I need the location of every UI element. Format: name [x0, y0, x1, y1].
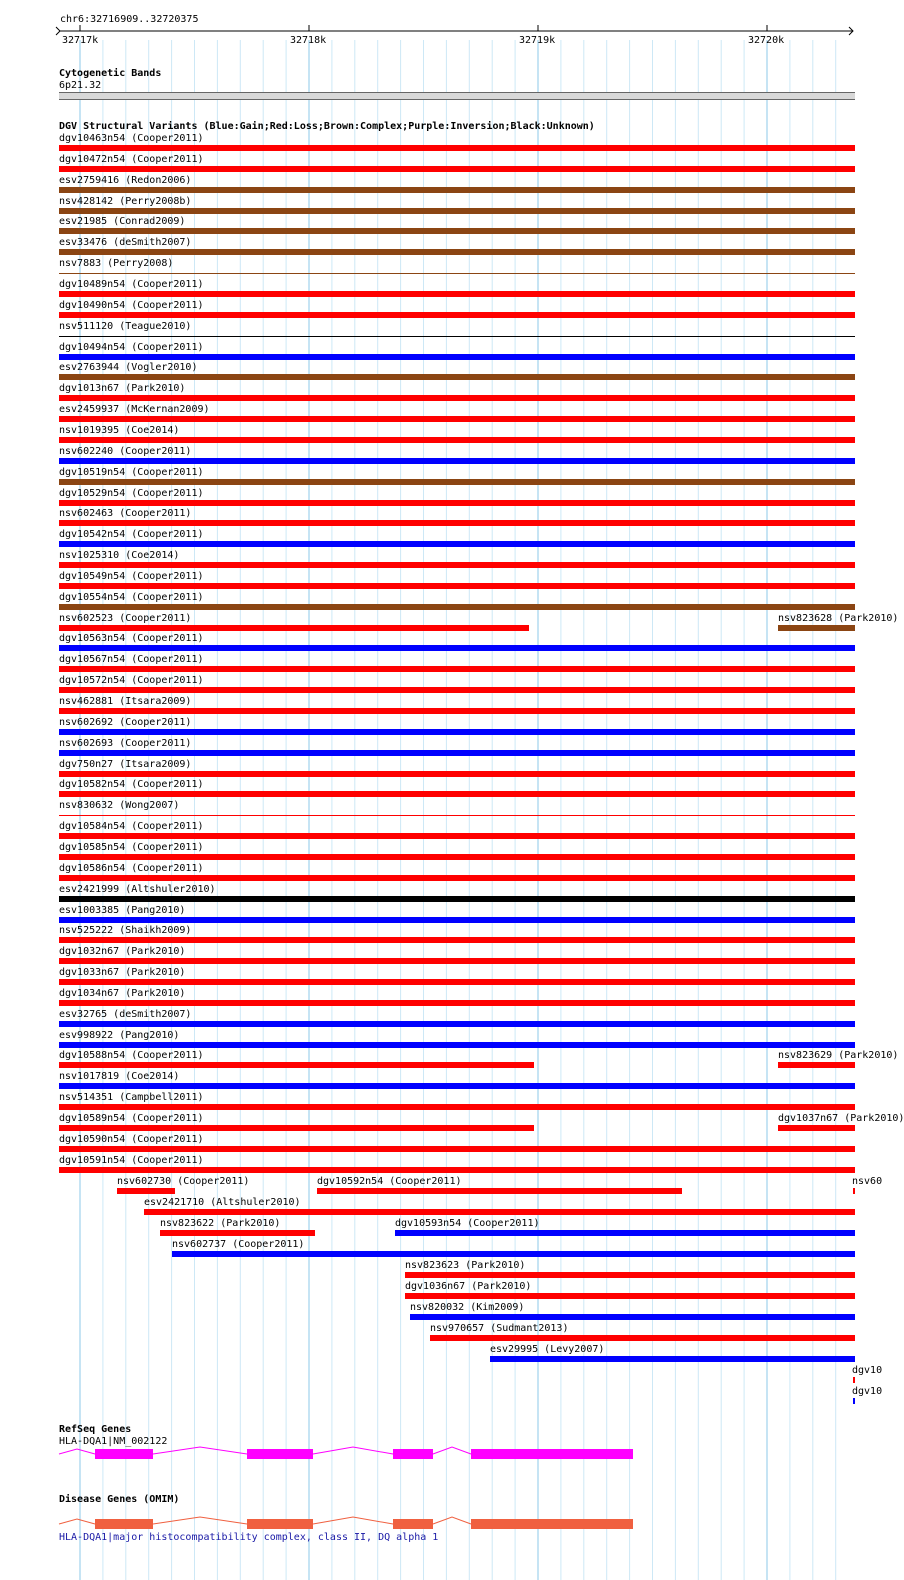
variant-bar[interactable]: [59, 336, 855, 337]
variant-bar[interactable]: [59, 958, 855, 964]
variant-bar[interactable]: [59, 291, 855, 297]
variant-bar[interactable]: [59, 145, 855, 151]
variant-label[interactable]: dgv1037n67 (Park2010): [778, 1113, 904, 1124]
variant-label[interactable]: nsv823629 (Park2010): [778, 1050, 899, 1062]
variant-bar[interactable]: [59, 1104, 855, 1110]
exon: [95, 1519, 153, 1529]
omim-gene-model[interactable]: [0, 1514, 890, 1534]
variant-bar[interactable]: [853, 1377, 855, 1383]
variant-bar[interactable]: [59, 687, 855, 693]
variant-label[interactable]: dgv10490n54 (Cooper2011): [59, 299, 204, 311]
variant-label[interactable]: nsv428142 (Perry2008b): [59, 195, 192, 207]
cytoband-track-title[interactable]: Cytogenetic Bands: [59, 68, 162, 79]
exon: [471, 1449, 633, 1459]
variant-bar[interactable]: [59, 187, 855, 193]
variant-bar[interactable]: [59, 208, 855, 214]
ruler-tick-label: 32720k: [748, 35, 785, 46]
variant-label[interactable]: dgv10582n54 (Cooper2011): [59, 779, 204, 791]
variant-label[interactable]: nsv1017819 (Coe2014): [59, 1071, 180, 1083]
variant-label[interactable]: esv1003385 (Pang2010): [59, 904, 186, 916]
exon: [471, 1519, 633, 1529]
variant-label[interactable]: nsv514351 (Campbell2011): [59, 1092, 204, 1104]
variant-label[interactable]: dgv1036n67 (Park2010): [405, 1281, 532, 1292]
variant-bar[interactable]: [395, 1230, 855, 1236]
variant-label[interactable]: esv2759416 (Redon2006): [59, 174, 192, 186]
variant-bar[interactable]: [59, 166, 855, 172]
variant-label[interactable]: dgv10584n54 (Cooper2011): [59, 821, 204, 833]
variant-bar[interactable]: [59, 273, 855, 274]
variant-label[interactable]: nsv60: [852, 1176, 883, 1187]
variant-label[interactable]: nsv525222 (Shaikh2009): [59, 925, 192, 937]
variant-bar[interactable]: [160, 1230, 315, 1236]
variant-bar[interactable]: [853, 1398, 855, 1404]
variant-label[interactable]: nsv602463 (Cooper2011): [59, 508, 192, 520]
variant-bar[interactable]: [410, 1314, 855, 1320]
variant-label[interactable]: nsv970657 (Sudmant2013): [430, 1323, 569, 1334]
variant-label[interactable]: dgv10463n54 (Cooper2011): [59, 133, 204, 144]
refseq-gene-label[interactable]: HLA-DQA1|NM_002122: [59, 1436, 168, 1447]
variant-bar[interactable]: [59, 500, 855, 506]
exon: [95, 1449, 153, 1459]
variant-bar[interactable]: [59, 815, 855, 816]
variant-bar[interactable]: [59, 520, 855, 526]
variant-bar[interactable]: [172, 1251, 855, 1257]
variant-bar[interactable]: [59, 896, 855, 902]
variant-label[interactable]: dgv10586n54 (Cooper2011): [59, 862, 204, 874]
variant-label[interactable]: dgv10554n54 (Cooper2011): [59, 591, 204, 603]
variant-label[interactable]: nsv602693 (Cooper2011): [59, 737, 192, 749]
variant-bar[interactable]: [59, 875, 855, 881]
variant-label[interactable]: nsv823622 (Park2010): [160, 1218, 281, 1229]
variant-bar[interactable]: [778, 625, 855, 631]
ruler-tick-label: 32719k: [519, 35, 556, 46]
variant-label[interactable]: nsv823628 (Park2010): [778, 612, 899, 624]
variant-bar[interactable]: [59, 750, 855, 756]
variant-label[interactable]: dgv10590n54 (Cooper2011): [59, 1133, 204, 1145]
variant-bar[interactable]: [59, 374, 855, 380]
variant-label[interactable]: dgv10549n54 (Cooper2011): [59, 570, 204, 582]
variant-bar[interactable]: [59, 395, 855, 401]
variant-label[interactable]: nsv820032 (Kim2009): [410, 1302, 525, 1313]
variant-label[interactable]: nsv1025310 (Coe2014): [59, 550, 180, 561]
variant-bar[interactable]: [59, 437, 855, 443]
variant-bar[interactable]: [59, 354, 855, 360]
variant-label[interactable]: dgv10588n54 (Cooper2011): [59, 1050, 204, 1062]
variant-bar[interactable]: [59, 666, 855, 672]
cytoband-bar[interactable]: [59, 92, 855, 100]
dgv-track-title[interactable]: DGV Structural Variants (Blue:Gain;Red:Loss;Brown:Complex;Purple:Inversion;Black:Unknown): [59, 121, 595, 132]
variant-bar[interactable]: [59, 1167, 855, 1173]
variant-bar[interactable]: [778, 1125, 855, 1131]
exon: [247, 1519, 313, 1529]
variant-label[interactable]: dgv10542n54 (Cooper2011): [59, 529, 204, 541]
variant-label[interactable]: dgv1032n67 (Park2010): [59, 946, 186, 958]
omim-track-title[interactable]: Disease Genes (OMIM): [59, 1494, 180, 1505]
variant-label[interactable]: esv29995 (Levy2007): [490, 1344, 605, 1355]
variant-bar[interactable]: [59, 1042, 855, 1048]
variant-bar[interactable]: [59, 1146, 855, 1152]
variant-label[interactable]: dgv10: [852, 1386, 883, 1397]
variant-label[interactable]: nsv602240 (Cooper2011): [59, 445, 192, 457]
variant-bar[interactable]: [59, 604, 855, 610]
exon: [247, 1449, 313, 1459]
variant-bar[interactable]: [59, 562, 855, 568]
variant-bar[interactable]: [59, 625, 529, 631]
variant-label[interactable]: dgv10592n54 (Cooper2011): [317, 1176, 462, 1187]
variant-label[interactable]: dgv10472n54 (Cooper2011): [59, 153, 204, 165]
variant-bar[interactable]: [490, 1356, 855, 1362]
variant-label[interactable]: nsv7883 (Perry2008): [59, 258, 174, 270]
variant-label[interactable]: esv2763944 (Vogler2010): [59, 362, 198, 374]
variant-label[interactable]: esv2421710 (Altshuler2010): [144, 1197, 301, 1208]
refseq-gene-model[interactable]: [0, 1444, 890, 1464]
variant-label[interactable]: esv2421999 (Altshuler2010): [59, 883, 216, 895]
variant-label[interactable]: nsv602737 (Cooper2011): [172, 1239, 305, 1250]
ruler-tick-label: 32718k: [290, 35, 327, 46]
variant-bar[interactable]: [59, 312, 855, 318]
variant-bar[interactable]: [59, 249, 855, 255]
variant-bar[interactable]: [59, 228, 855, 234]
variant-label[interactable]: dgv10489n54 (Cooper2011): [59, 279, 204, 290]
variant-bar[interactable]: [59, 917, 855, 923]
omim-gene-label[interactable]: HLA-DQA1|major histocompatibility complex, class II, DQ alpha 1: [59, 1532, 439, 1543]
variant-label[interactable]: esv21985 (Conrad2009): [59, 216, 186, 228]
variant-label[interactable]: dgv10494n54 (Cooper2011): [59, 341, 204, 353]
variant-label[interactable]: nsv823623 (Park2010): [405, 1260, 526, 1271]
variant-bar[interactable]: [778, 1062, 855, 1068]
variant-bar[interactable]: [59, 729, 855, 735]
variant-label[interactable]: dgv1034n67 (Park2010): [59, 987, 186, 999]
variant-bar[interactable]: [59, 1021, 855, 1027]
variant-label[interactable]: dgv10529n54 (Cooper2011): [59, 487, 204, 499]
cytoband-label: 6p21.32: [59, 80, 102, 91]
variant-bar[interactable]: [59, 416, 855, 422]
variant-bar[interactable]: [59, 791, 855, 797]
variant-label[interactable]: dgv10589n54 (Cooper2011): [59, 1113, 204, 1124]
variant-bar[interactable]: [59, 479, 855, 485]
variant-bar[interactable]: [59, 1125, 534, 1131]
variant-bar[interactable]: [59, 979, 855, 985]
variant-bar[interactable]: [430, 1335, 855, 1341]
variant-label[interactable]: nsv602692 (Cooper2011): [59, 716, 192, 728]
variant-bar[interactable]: [317, 1188, 682, 1194]
variant-label[interactable]: dgv10519n54 (Cooper2011): [59, 466, 204, 478]
variant-bar[interactable]: [405, 1272, 855, 1278]
variant-label[interactable]: dgv1033n67 (Park2010): [59, 967, 186, 978]
variant-bar[interactable]: [59, 541, 855, 547]
variant-label[interactable]: dgv10567n54 (Cooper2011): [59, 654, 204, 666]
variant-bar[interactable]: [144, 1209, 855, 1215]
coordinate-label: chr6:32716909..32720375: [60, 14, 199, 25]
variant-bar[interactable]: [405, 1293, 855, 1299]
variant-bar[interactable]: [59, 833, 855, 839]
variant-bar[interactable]: [59, 1062, 534, 1068]
variant-bar[interactable]: [117, 1188, 175, 1194]
variant-label[interactable]: dgv10591n54 (Cooper2011): [59, 1154, 204, 1166]
variant-label[interactable]: nsv830632 (Wong2007): [59, 800, 180, 812]
variant-label[interactable]: esv32765 (deSmith2007): [59, 1008, 192, 1020]
variant-bar[interactable]: [59, 645, 855, 651]
variant-label[interactable]: dgv10572n54 (Cooper2011): [59, 675, 204, 687]
variant-bar[interactable]: [59, 854, 855, 860]
variant-bar[interactable]: [853, 1188, 855, 1194]
ruler-tick-label: 32717k: [62, 35, 99, 46]
variant-label[interactable]: dgv10585n54 (Cooper2011): [59, 841, 204, 853]
variant-bar[interactable]: [59, 708, 855, 714]
variant-bar[interactable]: [59, 1083, 855, 1089]
variant-label[interactable]: dgv10593n54 (Cooper2011): [395, 1218, 540, 1229]
variant-bar[interactable]: [59, 937, 855, 943]
variant-bar[interactable]: [59, 1000, 855, 1006]
variant-label[interactable]: esv998922 (Pang2010): [59, 1029, 180, 1041]
variant-label[interactable]: dgv10: [852, 1365, 883, 1376]
variant-label[interactable]: nsv1019395 (Coe2014): [59, 424, 180, 436]
variant-bar[interactable]: [59, 771, 855, 777]
refseq-track-title[interactable]: RefSeq Genes: [59, 1424, 132, 1435]
variant-label[interactable]: dgv750n27 (Itsara2009): [59, 758, 192, 770]
variant-bar[interactable]: [59, 583, 855, 589]
exon: [393, 1519, 433, 1529]
variant-bar[interactable]: [59, 458, 855, 464]
exon: [393, 1449, 433, 1459]
variant-label[interactable]: nsv462881 (Itsara2009): [59, 696, 192, 707]
variant-label[interactable]: nsv602523 (Cooper2011): [59, 612, 192, 624]
variant-label[interactable]: esv33476 (deSmith2007): [59, 237, 192, 249]
variant-label[interactable]: nsv602730 (Cooper2011): [117, 1176, 250, 1187]
variant-label[interactable]: nsv511120 (Teague2010): [59, 320, 192, 332]
variant-label[interactable]: dgv1013n67 (Park2010): [59, 383, 186, 395]
variant-label[interactable]: esv2459937 (McKernan2009): [59, 404, 210, 416]
variant-label[interactable]: dgv10563n54 (Cooper2011): [59, 633, 204, 645]
